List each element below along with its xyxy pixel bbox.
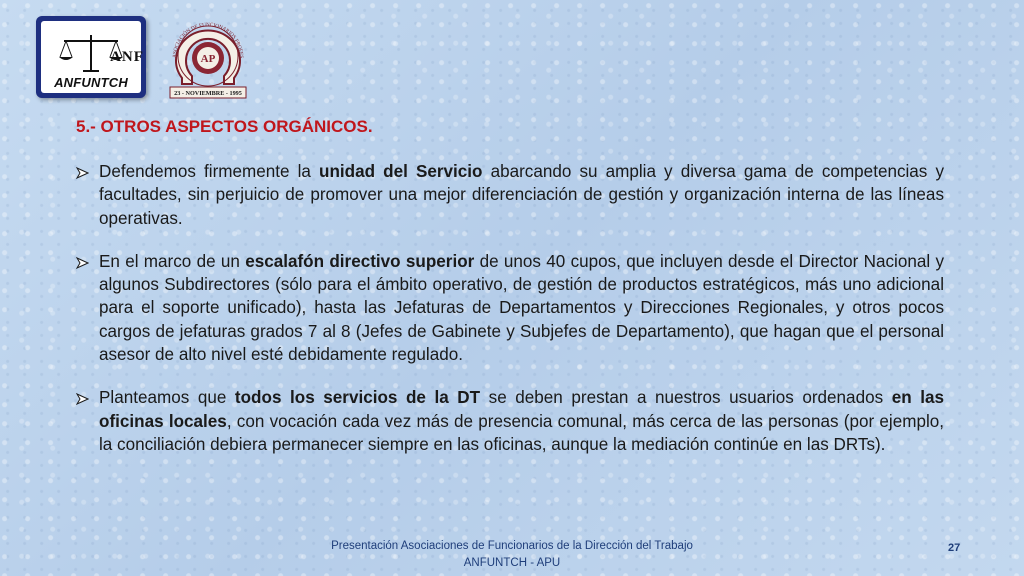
bullet-text: se deben prestan a nuestros usuarios ordenados <box>480 388 892 408</box>
page-number: 27 <box>948 542 961 554</box>
apu-seal-logo <box>162 14 254 100</box>
bullet-text: , con vocación cada vez más de presencia comunal, más cerca de las personas (por ejemplo, la conciliación debiera permanecer siempre en las oficinas, aunque la mediación continúe en las DRTs). <box>99 411 945 454</box>
anfuntch-logo <box>36 16 146 98</box>
bullet-text-bold: en las oficinas locales <box>99 388 944 431</box>
bullet-text-bold: escalafón directivo superior <box>245 251 475 271</box>
bullet-item <box>76 386 944 456</box>
bullet-list <box>76 160 944 476</box>
bullet-item <box>76 160 944 230</box>
bullet-text: Defendemos firmemente la <box>99 162 320 181</box>
bullet-text-bold: unidad del Servicio <box>319 162 483 181</box>
bullet-text: de unos 40 cupos, que incluyen desde el Director Nacional y algunos Subdirectores (sólo para el ámbito operativo, de gestión de productos estratégicos, más uno adicional para el soporte unificado), hasta las Jefaturas de Departamentos y Direcciones Regionales, y otros pocos cargos de jefaturas grados 7 al 8 (Jefes de Gabinete y Subjefes de Departamento), que hagan que el personal asesor de alto nivel esté debidamente regulado. <box>99 251 944 365</box>
footer-line-1: Presentación Asociaciones de Funcionarios de la Dirección del Trabajo <box>331 540 693 552</box>
bullet-text-bold: todos los servicios de la DT <box>234 388 481 408</box>
arrow-bullet-icon <box>76 393 89 405</box>
arrow-bullet-icon <box>76 257 89 269</box>
bullet-text: En el marco de un <box>99 251 246 271</box>
footer-line-2: ANFUNTCH - APU <box>463 557 561 569</box>
apu-date: 23 - NOVIEMBRE - 1995 <box>174 90 242 97</box>
arrow-bullet-icon <box>76 167 89 179</box>
apu-monogram: AP <box>200 53 216 65</box>
apu-ring-text: ASOCIACIÓN DE FUNCIONARIOS PROFES <box>171 21 245 59</box>
bullet-text: Planteamos que <box>99 388 235 408</box>
anfuntch-monogram: ANF <box>110 49 144 65</box>
footer <box>0 538 1024 572</box>
bullet-item <box>76 250 944 366</box>
anfuntch-wordmark: ANFUNTCH <box>54 75 128 90</box>
section-title: 5.- OTROS ASPECTOS ORGÁNICOS. <box>76 117 373 136</box>
bullet-text: abarcando su amplia y diversa gama de competencias y facultades, sin perjuicio de promover una mejor diferenciación de gestión y organización interna de las líneas operativas. <box>99 162 944 228</box>
